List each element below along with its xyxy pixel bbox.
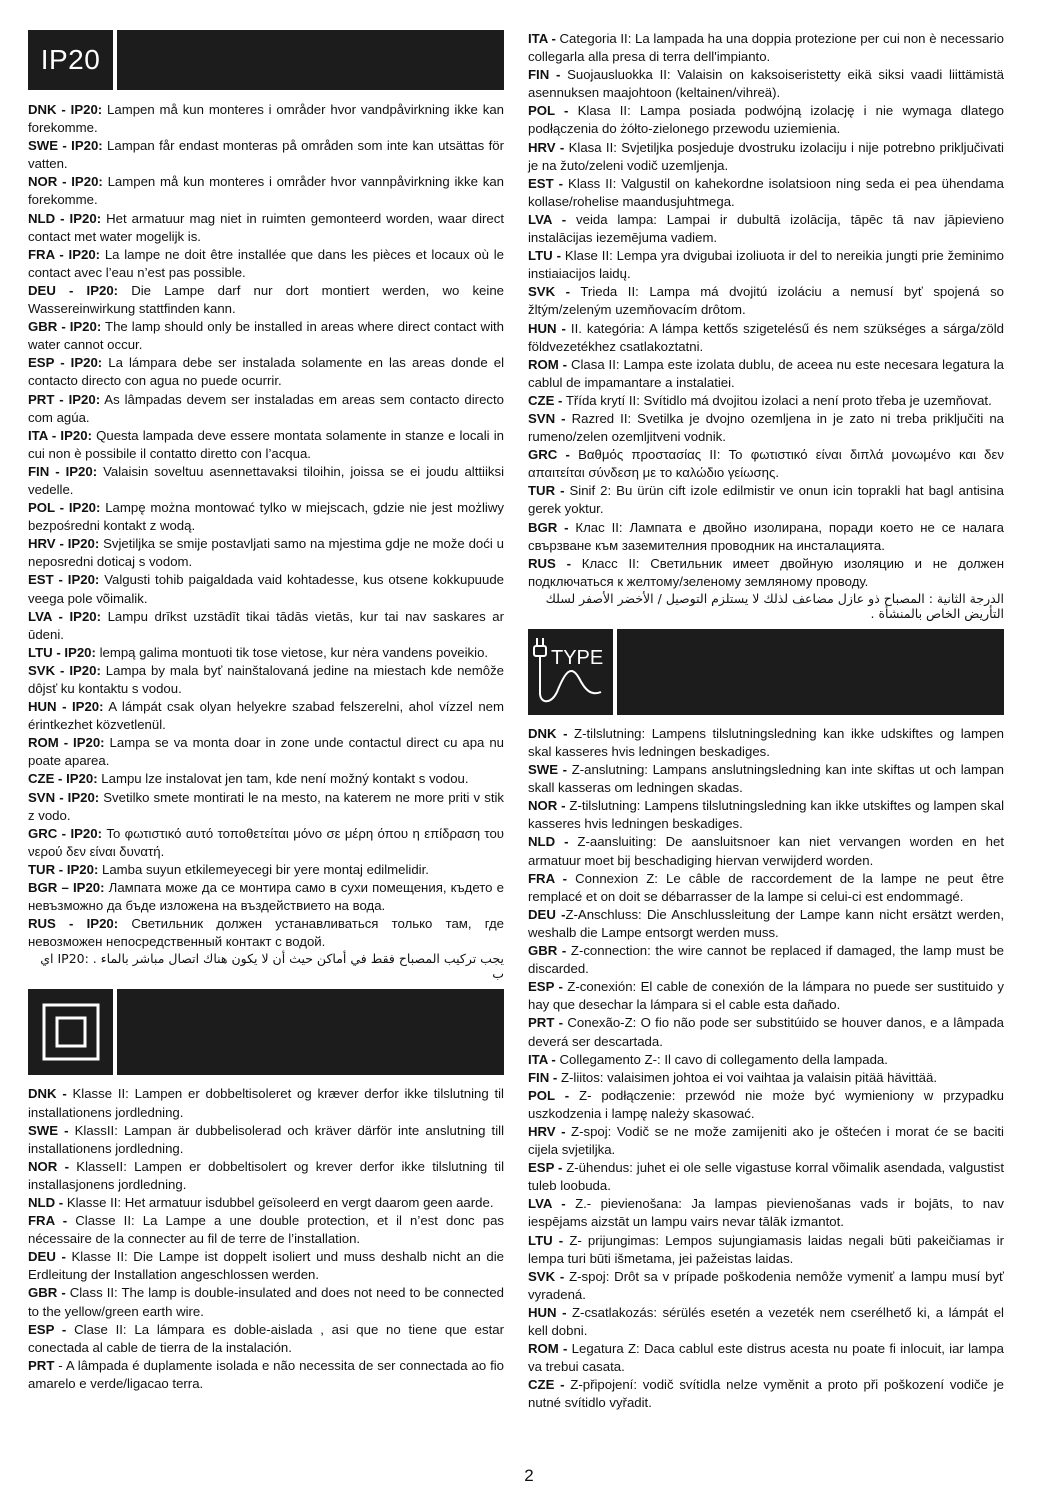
entry-text: Klasse II: Die Lampe ist doppelt isoliert und muss deshalb nicht an die Erdleitung der Installation angeschlossen werden. [28,1249,504,1283]
double-insulation-icon [28,989,113,1075]
entry-text: Categoria II: La lampada ha una doppia protezione per cui non è necessario collegarla alla presa di terra dell'impianto. [528,31,1004,65]
entry-text: Valaisin soveltuu asennettavaksi tiloihin, joissa se ei joudu alttiiksi vedelle. [28,463,505,497]
entry [528,555,1004,591]
entry [528,66,1004,102]
entry [528,139,1004,175]
language-code: SVK - IP20: [28,662,101,678]
entry [528,519,1004,555]
language-code: ITA - [528,1051,556,1067]
entry [28,1212,504,1248]
entry-text: Class II: The lamp is double-insulated and does not need to be connected to the yellow/green earth wire. [28,1285,504,1319]
entry-text: Sinif 2: Bu ürün cift izole edilmistir ve onun icin toprakli hat bagl antisina gerek yoktur. [528,483,1004,517]
entry-text: Clasa II: Lampa este izolata dublu, de aceea nu este necesara legatura la cablul de impamantare a instalatiei. [528,356,1004,390]
language-code: ROM - IP20: [28,735,105,751]
entry-text: Lampan får endast monteras på områden som inte kan utsättas för vatten. [28,138,504,172]
entry-text: Z-aansluiting: De aansluitsnoer kan niet vervangen worden en het armatuur moet bij beschadiging hiervan verwijderd worden. [528,834,1004,868]
entry-text: Z-liitos: valaisimen johtoa ei voi vaihtaa ja valaisin pitää hävittää. [557,1069,938,1085]
language-code: LVA - IP20: [28,608,102,624]
entry-text: Lampa se va monta doar in zone unde contactul direct cu apa nu poate aparea. [28,735,504,769]
page-number: 2 [524,1466,534,1485]
entry-text: Z-tilslutning: Lampens tilslutningsledning kan ikke udskiftes og lampen skal kasseres hvis ledningen beskadiges. [528,725,1004,759]
ip20-section [28,101,504,951]
entry-text: Z-spoj: Vodič se ne može zamijeniti ako je oštećen i morat će se baciti cijela svjetiljka. [528,1123,1004,1158]
language-code: LTU - [528,248,561,264]
language-code: FRA - IP20: [28,246,101,262]
entry [28,698,504,734]
entry-text: Trieda II: Lampa má dvojitú izoláciu a nemusí byť spojená so žltým/zeleným uzemňovacím drôtom. [528,284,1005,318]
entry-text: Z- podłączenie: przewód nie może być wymieniony w przypadku uszkodzenia i lampę należy skasować. [528,1087,1004,1121]
entry-text: La lámpara debe ser instalada solamente en las areas donde el contacto directo con agua no puede ocurrir. [28,355,504,389]
language-code: SVK - [528,1268,565,1284]
entry [528,1051,1004,1069]
entry [528,356,1004,392]
ztype-label: TYPE [550,646,603,669]
language-code: PRT [28,1357,55,1373]
entry-text: Lampen må kun monteres i områder hvor vandpåvirkning ikke kan forekomme. [28,102,504,136]
ztype-badge [528,629,613,715]
entry [28,101,504,137]
entry [528,833,1004,869]
entry [28,499,504,535]
entry-text: Lampa by mala byť nainštalovaná jedine na miestach kde nemôže dôjsť ku kontaktu s vodou. [28,662,504,696]
entry [528,1268,1004,1304]
entry-text: Valgusti tohib paigaldada vaid kohtadesse, kus otsene kokkupuude veega pole võimalik. [28,572,504,606]
entry-text: Klass II: Valgustil on kahekordne isolatsioon ning seda ei pea ühendama kollase/rohelise maandusjuhtmega. [528,175,1004,209]
entry-text: Het armatuur mag niet in ruimten gemonteerd worden, waar direct contact met water mogelijk is. [28,210,505,244]
left-column [28,30,504,1393]
entry-text: Клас II: Лампата е двойно изолирана, поради което не се налага свързване към заземителния проводник на инсталацията. [528,519,1004,553]
language-code: SVN - IP20: [28,789,100,805]
entry-text: Z-anslutning: Lampans anslutningsledning kan inte skiftas ut och lampan skall kasseras om ledningen skadas. [528,762,1004,796]
language-code: LTU - [528,1232,564,1248]
entry [28,463,504,499]
language-code: DNK - [28,1086,67,1102]
language-code: SVN - [528,410,566,426]
entry [28,282,504,318]
language-code: GBR - [528,943,567,959]
language-code: EST - [528,175,564,191]
entry-text: lempą galima montuoti tik tose vietose, kur nėra vandens poveikio. [95,644,489,660]
entry-text: Lampu drīkst uzstādīt tikai tādās vietās, kur tai nav saskares ar ūdeni. [28,608,504,642]
language-code: RUS - IP20: [28,916,119,932]
entry [528,392,1004,410]
entry [28,1284,504,1320]
entry-text: Z-csatlakozás: sérülés esetén a vezeték nem cserélhető ki, a lámpát el kell dobni. [528,1304,1004,1338]
entry [28,770,504,788]
language-code: EST - IP20: [28,572,100,588]
entry-text: Svetilko smete montirati le na mesto, na katerem ne more priti v stik z vodo. [28,789,505,823]
language-code: RUS - [528,555,572,571]
entry [28,1085,504,1121]
language-code: TUR - IP20: [28,861,99,877]
entry-text: Z.- pievienošana: Ja lampas pievienošanas vads ir bojāts, to nav iespējams aizstāt un lampu vairs nevar tālāk izmantot. [528,1196,1005,1230]
class2-section-right [528,30,1004,591]
language-code: FIN - [528,1069,558,1085]
language-code: POL - [528,103,569,119]
entry [528,1340,1004,1376]
language-code: HUN - [528,320,566,336]
language-code: ESP - IP20: [28,355,103,371]
entry-text: Klasa II: Svjetiljka posjeduje dvostruku izolaciju i nije potrebno priključivati je na žuto/zeleni vodič uzemljenja. [528,139,1004,173]
entry-text: Lamba suyun etkilemeyecegi bir yere montaj edilmelidir. [98,861,429,877]
entry [28,734,504,770]
entry-text: Klasse II: Lampen er dobbeltisoleret og kræver derfor ikke tilslutning til installationens jordledning. [28,1086,504,1120]
entry [528,1159,1004,1195]
language-code: ITA - [528,31,556,46]
language-code: TUR - [528,483,565,499]
ip20-header [28,30,504,90]
entry [528,1376,1004,1412]
ztype-header [528,629,1004,715]
entry [528,1014,1004,1050]
entry [528,482,1004,518]
language-code: FRA - [528,870,568,886]
entry-text: Conexão-Z: O fio não pode ser substitúido se houver danos, e a lâmpada deverá ser descartada. [528,1015,1004,1049]
entry-text: Z-tilslutning: Lampens tilslutningsledning kan ikke utskiftes og lampen skal kasseres hvis ledningen beskadiges. [528,798,1004,832]
entry [528,1195,1004,1231]
entry [528,247,1004,283]
language-code: NLD - IP20: [28,210,102,226]
entry-text: Lampu lze instalovat jen tam, kde není možný kontakt s vodou. [97,771,469,787]
entry [528,30,1004,66]
entry [528,211,1004,247]
entry [28,1321,504,1357]
entry-text: Razred II: Svetilka je dvojno ozemljena in je zato ni treba priključiti na rumeno/zelen ozemljitveni vodnik. [528,410,1005,445]
entry-text: Z-Anschluss: Die Anschlussleitung der Lampe kann nicht ersätzt werden, weshalb die Lampe entsorgt werden muss. [528,906,1004,940]
entry [28,789,504,825]
entry-text: - A lâmpada é duplamente isolada e não necessita de ser connectada ao fio amarelo e verde/ligacao terra. [28,1357,504,1391]
entry-text: Класс II: Светильник имеет двойную изоляцию и не должен подключаться к желтому/зеленому земляному проводу. [528,555,1004,589]
entry-text: Klase II: Lempa yra dvigubai izoliuota ir del to nereikia jungti prie žeminimo instiaiacijos laidų. [528,248,1004,282]
entry [28,137,504,173]
ztype-section [528,725,1004,1413]
entry-text: Questa lampada deve essere montata solamente in stanze e locali in cui non è possibile il contatto diretto con l’acqua. [28,427,504,461]
language-code: CZE - [528,392,563,408]
entry-text: KlassII: Lampan är dubbelisolerad och kräver därför inte anslutning till installationens jordledning. [28,1122,504,1156]
entry [528,1069,1004,1087]
language-code: SWE - [28,1122,69,1138]
language-code: HRV - IP20: [28,536,100,552]
entry [28,1248,504,1284]
language-code: FIN - [528,67,561,83]
entry [528,1087,1004,1123]
entry [28,662,504,698]
entry-text: As lâmpadas devem ser instaladas em areas sem contacto directo com agúa. [28,391,504,425]
entry [28,608,504,644]
language-code: FIN - IP20: [28,463,98,479]
entry [28,861,504,879]
entry [28,1122,504,1158]
ztype-header-bar [617,629,1004,715]
entry [28,825,504,861]
entry [28,318,504,354]
entry-text: Klasse II: Het armatuur isdubbel geïsoleerd en vergt daarom geen aarde. [63,1194,494,1210]
language-code: FRA - [28,1213,68,1229]
language-code: ESP - [528,1160,563,1176]
language-code: PRT - [528,1015,564,1031]
language-code: HRV - [528,1123,566,1139]
entry-text: Legatura Z: Daca cablul este distrus acesta nu poate fi inlocuit, iar lampa va trebui casata. [528,1341,1004,1375]
language-code: BGR – IP20: [28,880,105,896]
entry [528,102,1004,138]
entry-text: Collegamento Z-: Il cavo di collegamento della lampada. [555,1051,888,1067]
language-code: ROM - [528,1341,568,1357]
entry [28,427,504,463]
entry [528,1232,1004,1268]
entry-text: Z- prijungimas: Lempos sujungiamasis laidas negali būti pakeičiamas ir lempa turi būti išmetama, jei pažeistas laidas. [528,1232,1004,1266]
entry-text: Clase II: La lámpara es doble-aislada , asi que no tiene que estar conectada al cable de tierra de la instalación. [28,1321,504,1355]
entry [28,210,504,246]
language-code: PRT - IP20: [28,391,101,407]
entry-text: Светильник должен устанавливаться только там, где невозможен непосредственный контакт с водой. [28,916,504,950]
language-code: CZE - IP20: [28,771,98,787]
language-code: ROM - [528,356,568,372]
entry-text: A lámpát csak olyan helyekre szabad felszerelni, ahol vízzel nem érintkezhet közvetlenül. [28,699,505,733]
entry [528,1304,1004,1340]
entry [28,246,504,282]
entry [528,870,1004,906]
language-code: HRV - [528,139,565,155]
entry [28,354,504,390]
language-code: LVA - [528,211,567,227]
class2-arabic-text: الدرجة الثانية : المصباح ذو عازل مضاعف لذلك لا يستلزم التوصيل / الأخضر الأصفر لسلك التأريض الخاص بالمنشأة . [545,590,1004,621]
entry [528,761,1004,797]
language-code: DEU - [528,906,566,922]
entry-text: Třída krytí II: Svítidlo má dvojitou izolaci a není proto třeba je uzemňovat. [562,392,992,408]
language-code: DNK - [528,725,568,741]
language-code: DNK - IP20: [28,102,103,117]
entry [528,1123,1004,1159]
entry [528,283,1004,319]
entry [528,725,1004,761]
language-code: GRC - [528,447,570,463]
entry-text: Klasa II: Lampa posiada podwójną izolację i nie wymaga dlatego podłączenia do żółto-zielonego przewodu uziemienia. [528,103,1004,137]
entry-text: Svjetiljka se smije postavljati samo na mjestima gdje ne može doći u neposredni doticaj s vodom. [28,536,504,570]
entry-text: Lampen må kun monteres i områder hvor vannpåvirkning ikke kan forekomme. [28,174,504,208]
entry [28,644,504,662]
entry [528,320,1004,356]
entry-text: Classe II: La Lampe a une double protection, et il n’est donc pas nécessaire de la connecter au fil de terre de l’installation. [28,1213,504,1247]
ip20-arabic-text: يجب تركيب المصباح فقط في أماكن حيث أن لا يكون هناك اتصال مباشر بالماء . :IP20 اي ب [40,951,504,982]
language-code: ITA - IP20: [28,427,92,443]
entry-text: Connexion Z: Le câble de raccordement de la lampe ne peut être remplacé et on doit se débarrasser de la lampe si celui-ci est endommagé. [528,870,1005,904]
ip20-header-bar [117,30,504,90]
entry-text: Z-připojení: vodič svítidla nelze vyměnit a proto při poškození vodiče je nutné svítidlo vyřadit. [528,1377,1005,1411]
language-code: GBR - IP20: [28,319,102,335]
language-code: ESP - [28,1321,67,1337]
entry-text: Suojausluokka II: Valaisin on kaksoiseristetty eikä siksi vaadi liittämistä asennuksen maajohtoon (keltainen/vihreä). [528,67,1004,101]
language-code: DEU - [28,1249,66,1265]
entry [528,410,1004,446]
language-code: GBR - [28,1285,66,1301]
language-code: SWE - [528,762,568,778]
language-code: BGR - [528,519,569,535]
entry [28,879,504,915]
right-column [528,30,1004,1412]
entry-text: Лампата може да се монтира само в сухи помещения, където е невъзможно да бъде изложена на въздействието на вода. [28,880,504,914]
language-code: HUN - IP20: [28,699,104,715]
entry [528,175,1004,211]
language-code: CZE - [528,1377,565,1393]
language-code: HUN - [528,1304,567,1320]
class2-header [28,989,504,1075]
entry-text: The lamp should only be installed in areas where direct contact with water cannot occur. [28,319,504,353]
language-code: NLD - [528,834,569,850]
entry [28,1194,504,1212]
entry-text: La lampe ne doit être installée que dans les pièces et locaux où le contact avec l’eau n’est pas possible. [28,246,504,280]
language-code: ESP - [528,979,563,995]
language-code: NOR - [28,1158,69,1174]
entry [28,391,504,427]
entry-text: Z-conexión: El cable de conexión de la lámpara no puede ser sustituido y hay que desechar la lámpara si el cable esta dañado. [528,979,1004,1013]
entry [528,978,1004,1014]
entry [528,446,1004,482]
entry-text: Z-connection: the wire cannot be replaced if damaged, the lamp must be discarded. [528,943,1004,977]
language-code: NLD - [28,1194,64,1210]
language-code: SVK - [528,284,571,300]
language-code: NOR - IP20: [28,174,103,190]
entry-text: Βαθμός προστασίας II: Το φωτιστικό είναι διπλά μονωμένο και δεν απαιτείται σύνδεση με το καλώδιο γείωσης. [528,447,1004,481]
entry-text: Die Lampe darf nur dort montiert werden, wo keine Wassereinwirkung stattfinden kann. [28,282,504,317]
language-code: SWE - IP20: [28,138,103,154]
language-code: LVA - [528,1196,566,1212]
entry-text: II. kategória: A lámpa kettős szigetelésű és nem szükséges a sárga/zöld földvezetékhez csatlakoztatni. [528,320,1004,354]
entry [28,1357,504,1393]
language-code: POL - IP20: [28,500,101,516]
entry [528,906,1004,942]
language-code: LTU - IP20: [28,644,96,660]
entry-text: KlasseII: Lampen er dobbeltisolert og krever derfor ikke tilslutning til installasjonens jordledning. [28,1158,504,1192]
language-code: DEU - IP20: [28,282,119,298]
language-code: POL - [528,1087,570,1103]
language-code: GRC - IP20: [28,825,102,841]
entry-text: veida lampa: Lampai ir dubultā izolācija, tāpēc tā nav jāpievieno instalācijas iezemējuma vadiem. [528,211,1005,246]
entry [28,173,504,209]
class2-section-left [28,1085,504,1393]
entry [28,1158,504,1194]
entry [528,797,1004,833]
language-code: NOR - [528,798,566,814]
entry-text: Lampę można montować tylko w miejscach, gdzie nie jest możliwy bezpośredni kontakt z wodą. [28,500,504,534]
entry-text: Z-spoj: Drôt sa v prípade poškodenia nemôže vymeniť a lampu musí byť vyradená. [528,1268,1004,1302]
entry [28,915,504,951]
entry [28,535,504,571]
entry [528,942,1004,978]
entry-text: Το φωτιστικό αυτό τοποθετείται μόνο σε μέρη όπου η επίδραση του νερού δεν είναι δυνατή. [28,825,504,859]
entry [28,571,504,607]
entry-text: Z-ühendus: juhet ei ole selle vigastuse korral võimalik asendada, valgustist tuleb loobuda. [528,1160,1004,1194]
ip20-badge: IP20 [28,30,113,90]
class2-header-bar [117,989,504,1075]
